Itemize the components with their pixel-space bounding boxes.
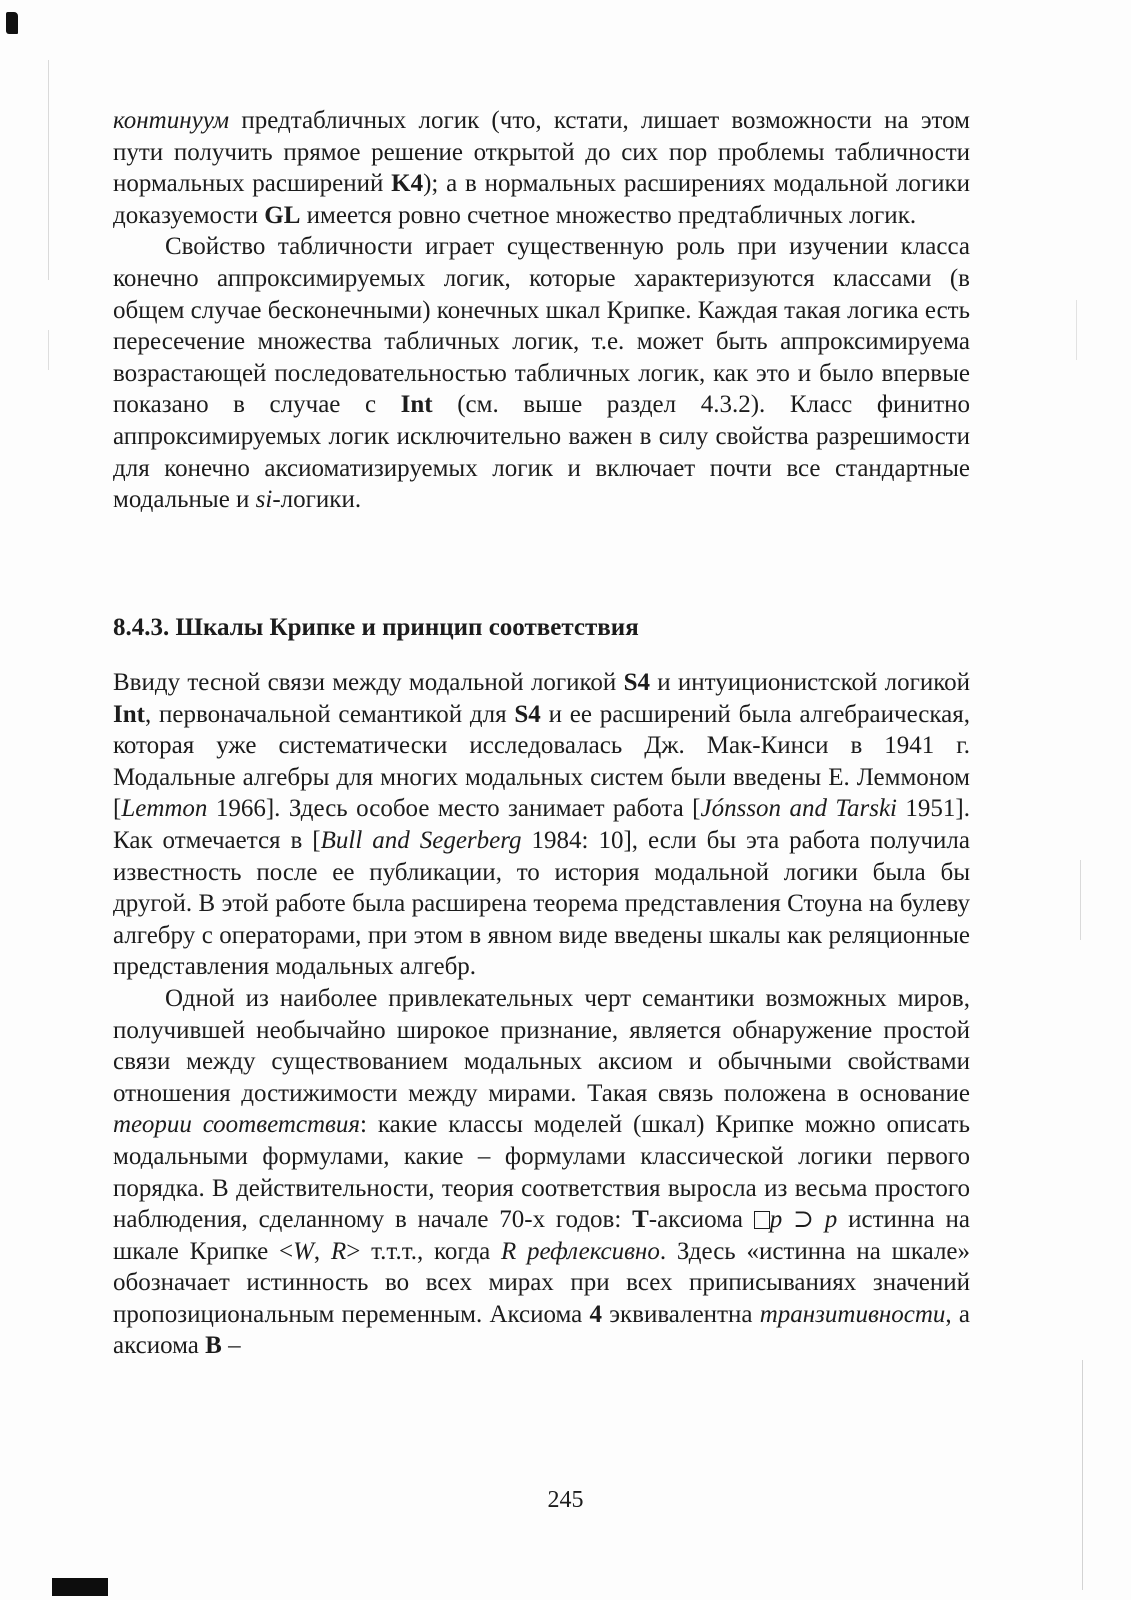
- text-run: ); а в нормальных расширениях модальной логики доказуемости: [113, 170, 970, 229]
- bold-run: Int: [400, 391, 433, 419]
- scan-edge-line: [48, 60, 49, 280]
- text-run: . Здесь «истинна на шкале» обозначает истинность во всех мирах при всех приписываниях значений пропозициональным переменным. Аксиома: [113, 1237, 971, 1328]
- text-run: 1984: 10], если бы эта работа получила известность после ее публикации, то история модальной логики была бы другой. В этой работе была расширена теорема представления Стоуна на булеву алгебру с операторами, при этом в явном виде введены шкалы как реляционные представления модальных алгебр.: [113, 826, 970, 981]
- text-run: истинна на шкале Крипке <: [113, 1206, 970, 1265]
- italic-run: W: [293, 1237, 314, 1265]
- text-block-bottom: [113, 667, 970, 1362]
- paragraph: [113, 983, 970, 1362]
- bold-run: Int: [113, 700, 145, 728]
- text-run: , первоначальной семантикой для: [144, 700, 515, 728]
- text-run: предтабличных логик (что, кстати, лишает возможности на этом пути получить прямое решение открытой до сих пор проблемы табличности нормальных расширений: [113, 107, 970, 198]
- text-run: Свойство табличности играет существенную роль при изучении класса конечно аппроксимируемых логик, которые характеризуются классами (в общем случае бесконечными) конечных шкал Крипке. Каждая такая логика есть пересечение множества табличных логик, т.е. может быть аппроксимируема возрастающей последовательностью табличных логик, как это и было впервые показано в случае с: [113, 233, 970, 419]
- italic-run: транзитивности: [759, 1300, 946, 1328]
- text-run: Ввиду тесной связи между модальной логикой: [113, 669, 624, 696]
- italic-run: континуум: [113, 107, 230, 134]
- section-heading: 8.4.3. Шкалы Крипке и принцип соответствия: [113, 614, 639, 641]
- bold-run: K4: [391, 170, 424, 198]
- text-run: -аксиома: [648, 1206, 754, 1234]
- scan-artifact-mark: [52, 1578, 108, 1596]
- text-run: (см. выше раздел 4.3.2). Класс финитно аппроксимируемых логик исключительно важен в силу свойства разрешимости для конечно аксиоматизируемых логик и включает почти все стандартные модальные и: [113, 391, 970, 514]
- scan-edge-line: [1082, 1360, 1083, 1590]
- text-run: и ее расширений была алгебраическая, которая уже систематически исследовалась Дж. Мак-Кинси в 1941 г. Модальные алгебры для многих модальных систем были введены Е. Леммоном [: [113, 700, 970, 823]
- page-number: 245: [547, 1487, 584, 1513]
- text-run: и интуиционистской логикой: [650, 669, 970, 696]
- box-operator-icon: [754, 1211, 770, 1229]
- text-run: имеется ровно счетное множество предтабличных логик.: [300, 201, 917, 229]
- paragraph: [113, 105, 970, 231]
- text-run: ⊃: [782, 1206, 825, 1234]
- italic-run: R рефлексивно: [500, 1237, 660, 1265]
- bold-run: S4: [514, 700, 541, 728]
- scan-edge-line: [1076, 300, 1077, 360]
- italic-run: теории соответствия: [113, 1111, 361, 1139]
- scan-artifact-mark: [6, 12, 18, 34]
- text-run: ,: [313, 1237, 331, 1265]
- text-run: 1966]. Здесь особое место занимает работа [: [207, 795, 701, 823]
- text-run: -логики.: [272, 486, 362, 514]
- bold-run: T: [632, 1206, 649, 1234]
- text-block-top: [113, 105, 970, 516]
- italic-run: Lemmon: [121, 795, 208, 823]
- italic-run: R: [330, 1237, 347, 1265]
- italic-run: si: [255, 486, 273, 514]
- text-run: > т.т.т., когда: [346, 1237, 501, 1265]
- italic-run: Bull and Segerberg: [320, 826, 522, 854]
- bold-run: GL: [264, 201, 301, 229]
- text-run: , а аксиома: [113, 1300, 970, 1360]
- paragraph: [113, 231, 970, 515]
- italic-run: p: [769, 1206, 783, 1234]
- bold-run: 4: [589, 1300, 603, 1328]
- text-run: –: [221, 1332, 241, 1360]
- bold-run: S4: [623, 669, 650, 696]
- scan-edge-line: [48, 330, 49, 370]
- paragraph: [113, 667, 970, 983]
- text-run: 1951]. Как отмечается в [: [113, 795, 971, 854]
- italic-run: p: [824, 1206, 838, 1234]
- text-run: Одной из наиболее привлекательных черт семантики возможных миров, получившей необычайно широкое признание, является обнаружение простой связи между существованием модальных аксиом и обычными свойствами отношения достижимости между мирами. Такая связь положена в основание: [113, 984, 970, 1107]
- italic-run: Jónsson and Tarski: [700, 795, 898, 823]
- text-run: : какие классы моделей (шкал) Крипке можно описать модальными формулами, какие – формулами классической логики первого порядка. В действительности, теория соответствия выросла из весьма простого наблюдения, сделанному в начале 70-х годов:: [113, 1111, 970, 1234]
- text-run: эквивалентна: [602, 1300, 760, 1328]
- scan-edge-line: [1080, 860, 1081, 940]
- bold-run: B: [205, 1332, 222, 1360]
